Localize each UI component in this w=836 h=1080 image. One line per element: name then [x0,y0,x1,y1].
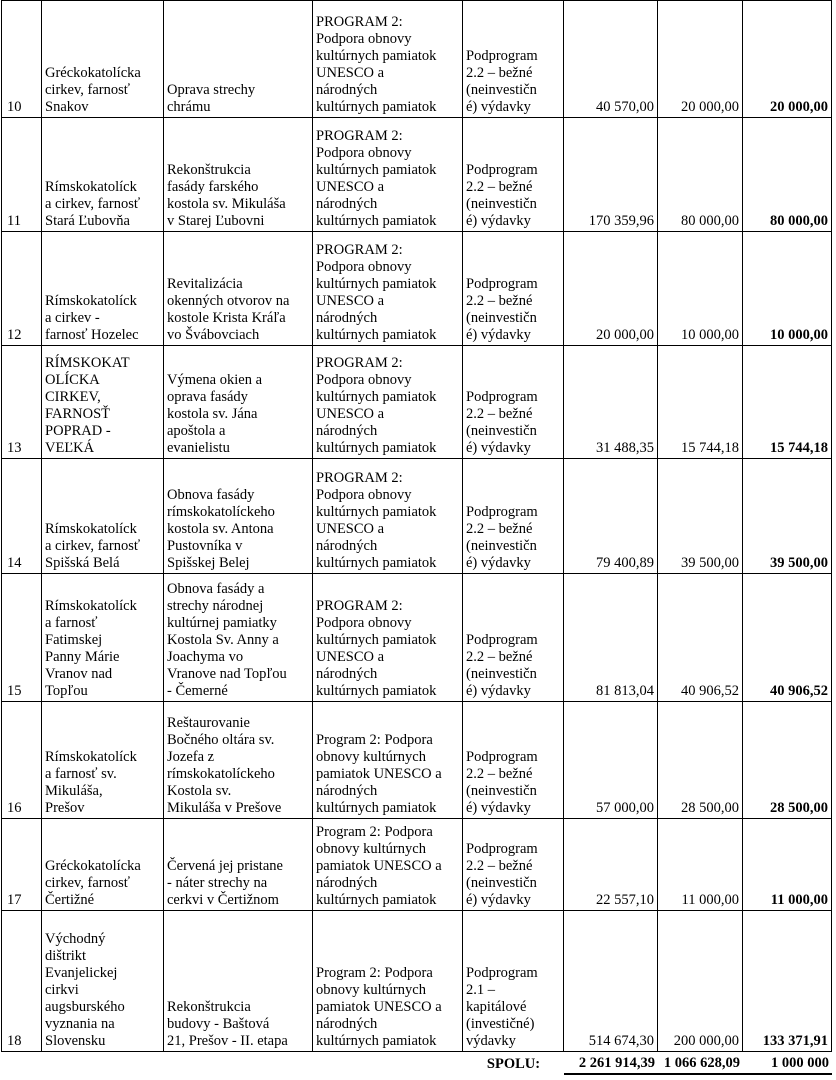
table-row [2,1,832,118]
project-cell: Červená jej pristane - náter strechy na cerkvi v Čertižnom [164,819,313,911]
table-row [2,574,832,702]
project-cell: Reštaurovanie Bočného oltára sv. Jozefa z rímskokatolíckeho Kostola sv. Mikuláša v Prešove [164,702,313,819]
granted-cell: 39 500,00 [743,459,832,574]
subprogram-cell: Podprogram 2.1 – kapitálové (investičné) výdavky [463,911,564,1052]
program-cell: Program 2: Podpora obnovy kultúrnych pamiatok UNESCO a národných kultúrnych pamiatok [313,911,463,1052]
granted-cell: 40 906,52 [743,574,832,702]
row-number: 10 [2,1,42,118]
row-number: 12 [2,232,42,346]
subprogram-cell: Podprogram 2.2 – bežné (neinvestičn é) výdavky [463,459,564,574]
totals-total-cost: 2 261 914,39 [564,1055,658,1074]
total-cost-cell: 79 400,89 [564,459,658,574]
subprogram-cell: Podprogram 2.2 – bežné (neinvestičn é) výdavky [463,118,564,232]
requested-cell: 11 000,00 [658,819,743,911]
total-cost-cell: 31 488,35 [564,346,658,459]
program-cell: PROGRAM 2: Podpora obnovy kultúrnych pamiatok UNESCO a národných kultúrnych pamiatok [313,346,463,459]
total-cost-cell: 170 359,96 [564,118,658,232]
program-cell: PROGRAM 2: Podpora obnovy kultúrnych pamiatok UNESCO a národných kultúrnych pamiatok [313,118,463,232]
totals-granted: 1 000 000 [743,1055,832,1074]
project-cell: Rekonštrukcia budovy - Baštová 21, Prešov - II. etapa [164,911,313,1052]
total-cost-cell: 57 000,00 [564,702,658,819]
applicant-cell: Rímskokatolíck a cirkev - farnosť Hozelec [42,232,164,346]
table-row [2,911,832,1052]
totals-label: SPOLU: [486,1055,541,1072]
granted-cell: 28 500,00 [743,702,832,819]
row-number: 15 [2,574,42,702]
program-cell: PROGRAM 2: Podpora obnovy kultúrnych pamiatok UNESCO a národných kultúrnych pamiatok [313,574,463,702]
subprogram-cell: Podprogram 2.2 – bežné (neinvestičn é) výdavky [463,232,564,346]
project-cell: Oprava strechy chrámu [164,1,313,118]
table-row [2,118,832,232]
applicant-cell: RÍMSKOKAT OLÍCKA CIRKEV, FARNOSŤ POPRAD - VEĽKÁ [42,346,164,459]
project-cell: Revitalizácia okenných otvorov na kostole Krista Kráľa vo Švábovciach [164,232,313,346]
project-cell: Rekonštrukcia fasády farského kostola sv. Mikuláša v Starej Ľubovni [164,118,313,232]
subprogram-cell: Podprogram 2.2 – bežné (neinvestičn é) výdavky [463,574,564,702]
applicant-cell: Gréckokatolícka cirkev, farnosť Snakov [42,1,164,118]
granted-cell: 80 000,00 [743,118,832,232]
program-cell: Program 2: Podpora obnovy kultúrnych pamiatok UNESCO a národných kultúrnych pamiatok [313,819,463,911]
program-cell: PROGRAM 2: Podpora obnovy kultúrnych pamiatok UNESCO a národných kultúrnych pamiatok [313,459,463,574]
program-cell: PROGRAM 2: Podpora obnovy kultúrnych pamiatok UNESCO a národných kultúrnych pamiatok [313,1,463,118]
subprogram-cell: Podprogram 2.2 – bežné (neinvestičn é) výdavky [463,1,564,118]
applicant-cell: Rímskokatolíck a cirkev, farnosť Stará Ľubovňa [42,118,164,232]
applicant-cell: Gréckokatolícka cirkev, farnosť Čertižné [42,819,164,911]
totals-spacer [1,1055,463,1074]
requested-cell: 80 000,00 [658,118,743,232]
granted-cell: 15 744,18 [743,346,832,459]
subprogram-cell: Podprogram 2.2 – bežné (neinvestičn é) výdavky [463,819,564,911]
project-cell: Obnova fasády rímskokatolíckeho kostola sv. Antona Pustovníka v Spišskej Belej [164,459,313,574]
total-cost-cell: 81 813,04 [564,574,658,702]
granted-cell: 20 000,00 [743,1,832,118]
applicant-cell: Rímskokatolíck a farnosť Fatimskej Panny Márie Vranov nad Topľou [42,574,164,702]
granted-cell: 11 000,00 [743,819,832,911]
requested-cell: 39 500,00 [658,459,743,574]
totals-row [1,1055,832,1075]
row-number: 13 [2,346,42,459]
granted-cell: 10 000,00 [743,232,832,346]
requested-cell: 20 000,00 [658,1,743,118]
requested-cell: 200 000,00 [658,911,743,1052]
total-cost-cell: 514 674,30 [564,911,658,1052]
applicant-cell: Východný dištrikt Evanjelickej cirkvi augsburského vyznania na Slovensku [42,911,164,1052]
program-cell: Program 2: Podpora obnovy kultúrnych pamiatok UNESCO a národných kultúrnych pamiatok [313,702,463,819]
total-cost-cell: 40 570,00 [564,1,658,118]
row-number: 17 [2,819,42,911]
project-cell: Výmena okien a oprava fasády kostola sv. Jána apoštola a evanielistu [164,346,313,459]
requested-cell: 28 500,00 [658,702,743,819]
requested-cell: 40 906,52 [658,574,743,702]
table-row [2,819,832,911]
row-number: 18 [2,911,42,1052]
row-number: 11 [2,118,42,232]
subprogram-cell: Podprogram 2.2 – bežné (neinvestičn é) výdavky [463,346,564,459]
table-row [2,459,832,574]
row-number: 16 [2,702,42,819]
granted-cell: 133 371,91 [743,911,832,1052]
requested-cell: 10 000,00 [658,232,743,346]
table-row [2,702,832,819]
applicant-cell: Rímskokatolíck a cirkev, farnosť Spišská Belá [42,459,164,574]
total-cost-cell: 22 557,10 [564,819,658,911]
grants-table [1,0,832,1052]
subprogram-cell: Podprogram 2.2 – bežné (neinvestičn é) výdavky [463,702,564,819]
requested-cell: 15 744,18 [658,346,743,459]
totals-requested: 1 066 628,09 [658,1055,743,1074]
table-body [2,1,832,1052]
row-number: 14 [2,459,42,574]
table-row [2,346,832,459]
program-cell: PROGRAM 2: Podpora obnovy kultúrnych pamiatok UNESCO a národných kultúrnych pamiatok [313,232,463,346]
applicant-cell: Rímskokatolíck a farnosť sv. Mikuláša, Prešov [42,702,164,819]
table-row [2,232,832,346]
project-cell: Obnova fasády a strechy národnej kultúrnej pamiatky Kostola Sv. Anny a Joachyma vo Vranove nad Topľou - Čemerné [164,574,313,702]
total-cost-cell: 20 000,00 [564,232,658,346]
